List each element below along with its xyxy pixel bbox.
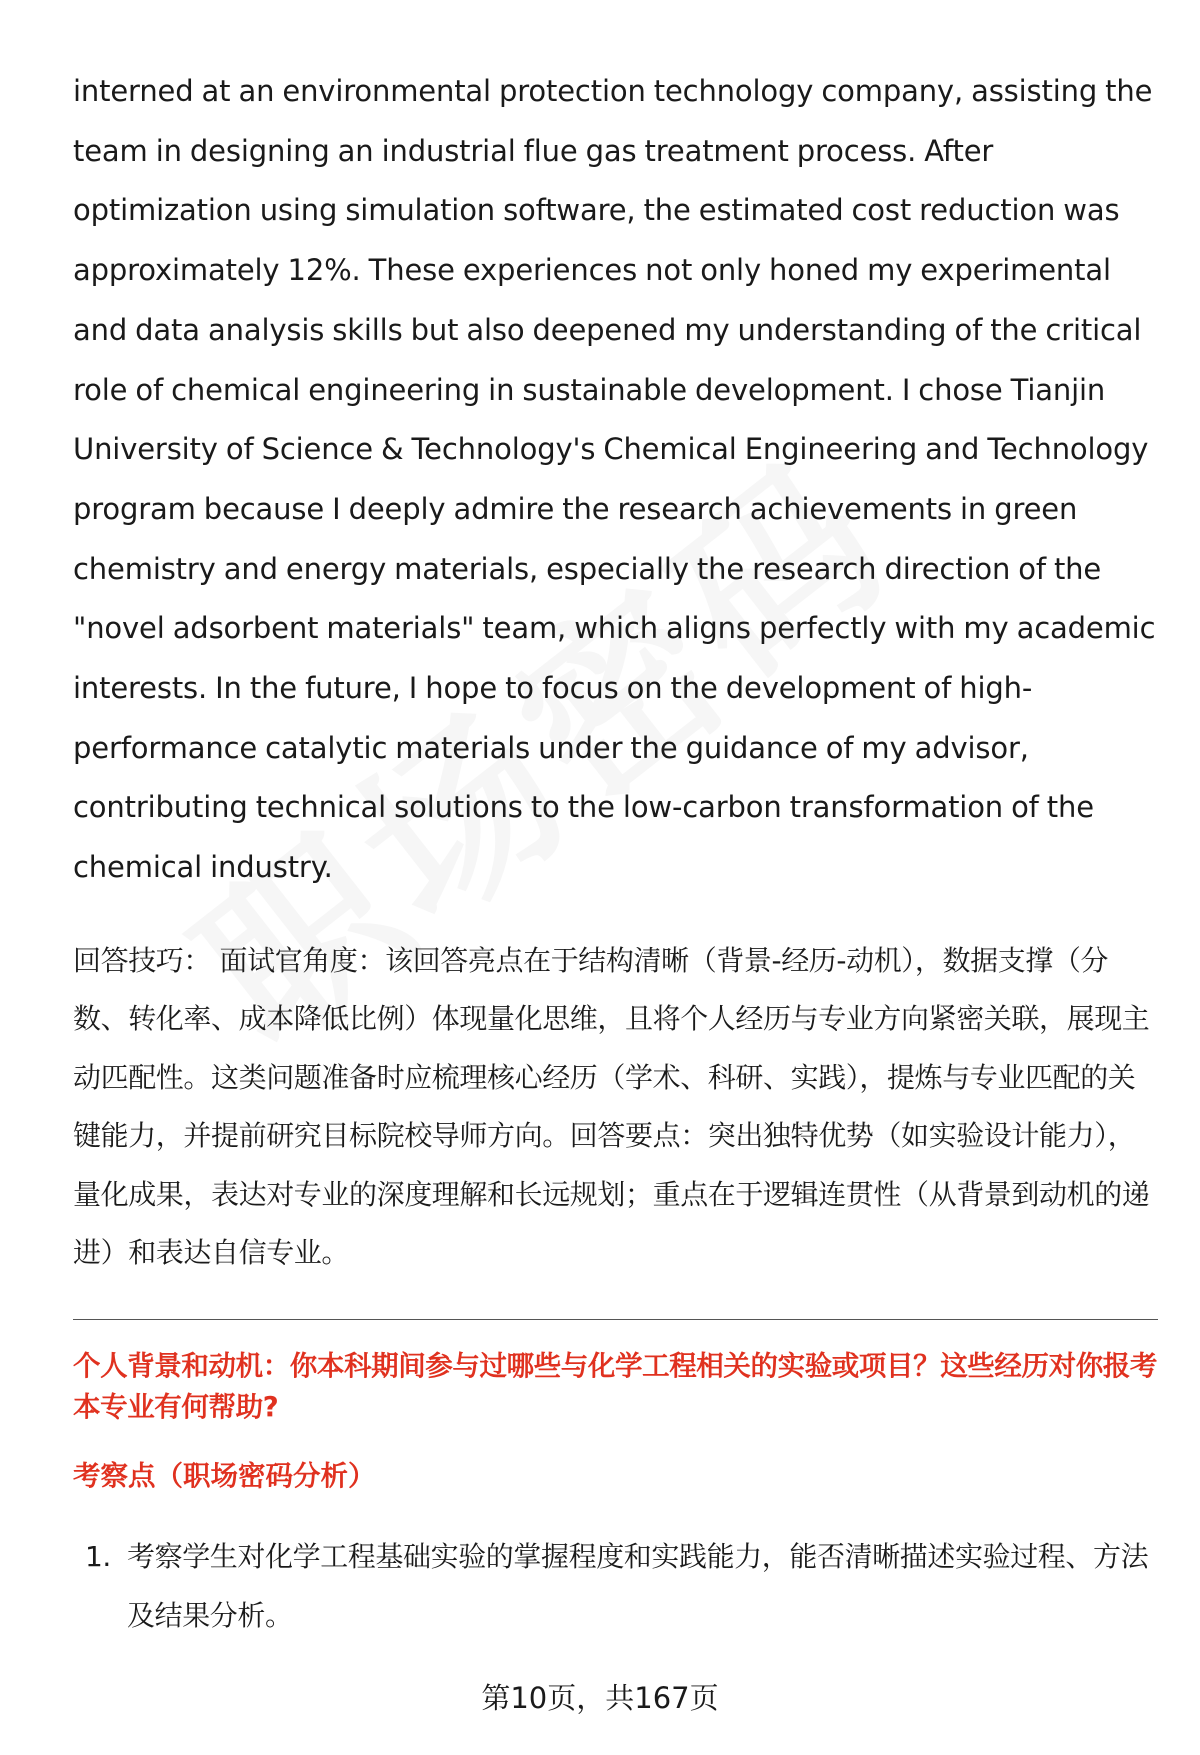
list-item-text: 考察学生对化学工程基础实验的掌握程度和实践能力，能否清晰描述实验过程、方法及结果分析。	[127, 1539, 1149, 1632]
assessment-points-list	[73, 1527, 1158, 1645]
body-paragraph-english: interned at an environmental protection technology company, assisting the team in designing an industrial flue gas treatment process. After optimization using simulation software, the estimated cost reduction was approximately 12%. These experiences not only honed my experimental and data analysis skills but also deepened my understanding of the critical role of chemical engineering in sustainable development. I chose Tianjin University of Science & Technology's Chemical Engineering and Technology program because I deeply admire the research achievements in green chemistry and energy materials, especially the research direction of the "novel adsorbent materials" team, which aligns perfectly with my academic interests. In the future, I hope to focus on the development of high-performance catalytic materials under the guidance of my advisor, contributing technical solutions to the low-carbon transformation of the chemical industry.	[73, 74, 1156, 885]
question-title: 个人背景和动机：你本科期间参与过哪些与化学工程相关的实验或项目？这些经历对你报考本专业有何帮助?	[73, 1349, 1157, 1423]
section-divider	[73, 1319, 1158, 1320]
section-title: 考察点（职场密码分析）	[73, 1459, 376, 1492]
page-content	[73, 62, 1158, 1645]
page-number-footer: 第10页，共167页	[481, 1681, 719, 1715]
answer-tips-paragraph: 回答技巧： 面试官角度：该回答亮点在于结构清晰（背景-经历-动机），数据支撑（分数、转化率、成本降低比例）体现量化思维，且将个人经历与专业方向紧密关联，展现主动匹配性。这类问题准备时应梳理核心经历（学术、科研、实践），提炼与专业匹配的关键能力，并提前研究目标院校导师方向。回答要点：突出独特优势（如实验设计能力），量化成果，表达对专业的深度理解和长远规划；重点在于逻辑连贯性（从背景到动机的递进）和表达自信专业。	[73, 943, 1150, 1270]
list-item-number: 1.	[85, 1539, 111, 1573]
list-item	[73, 1527, 1158, 1645]
